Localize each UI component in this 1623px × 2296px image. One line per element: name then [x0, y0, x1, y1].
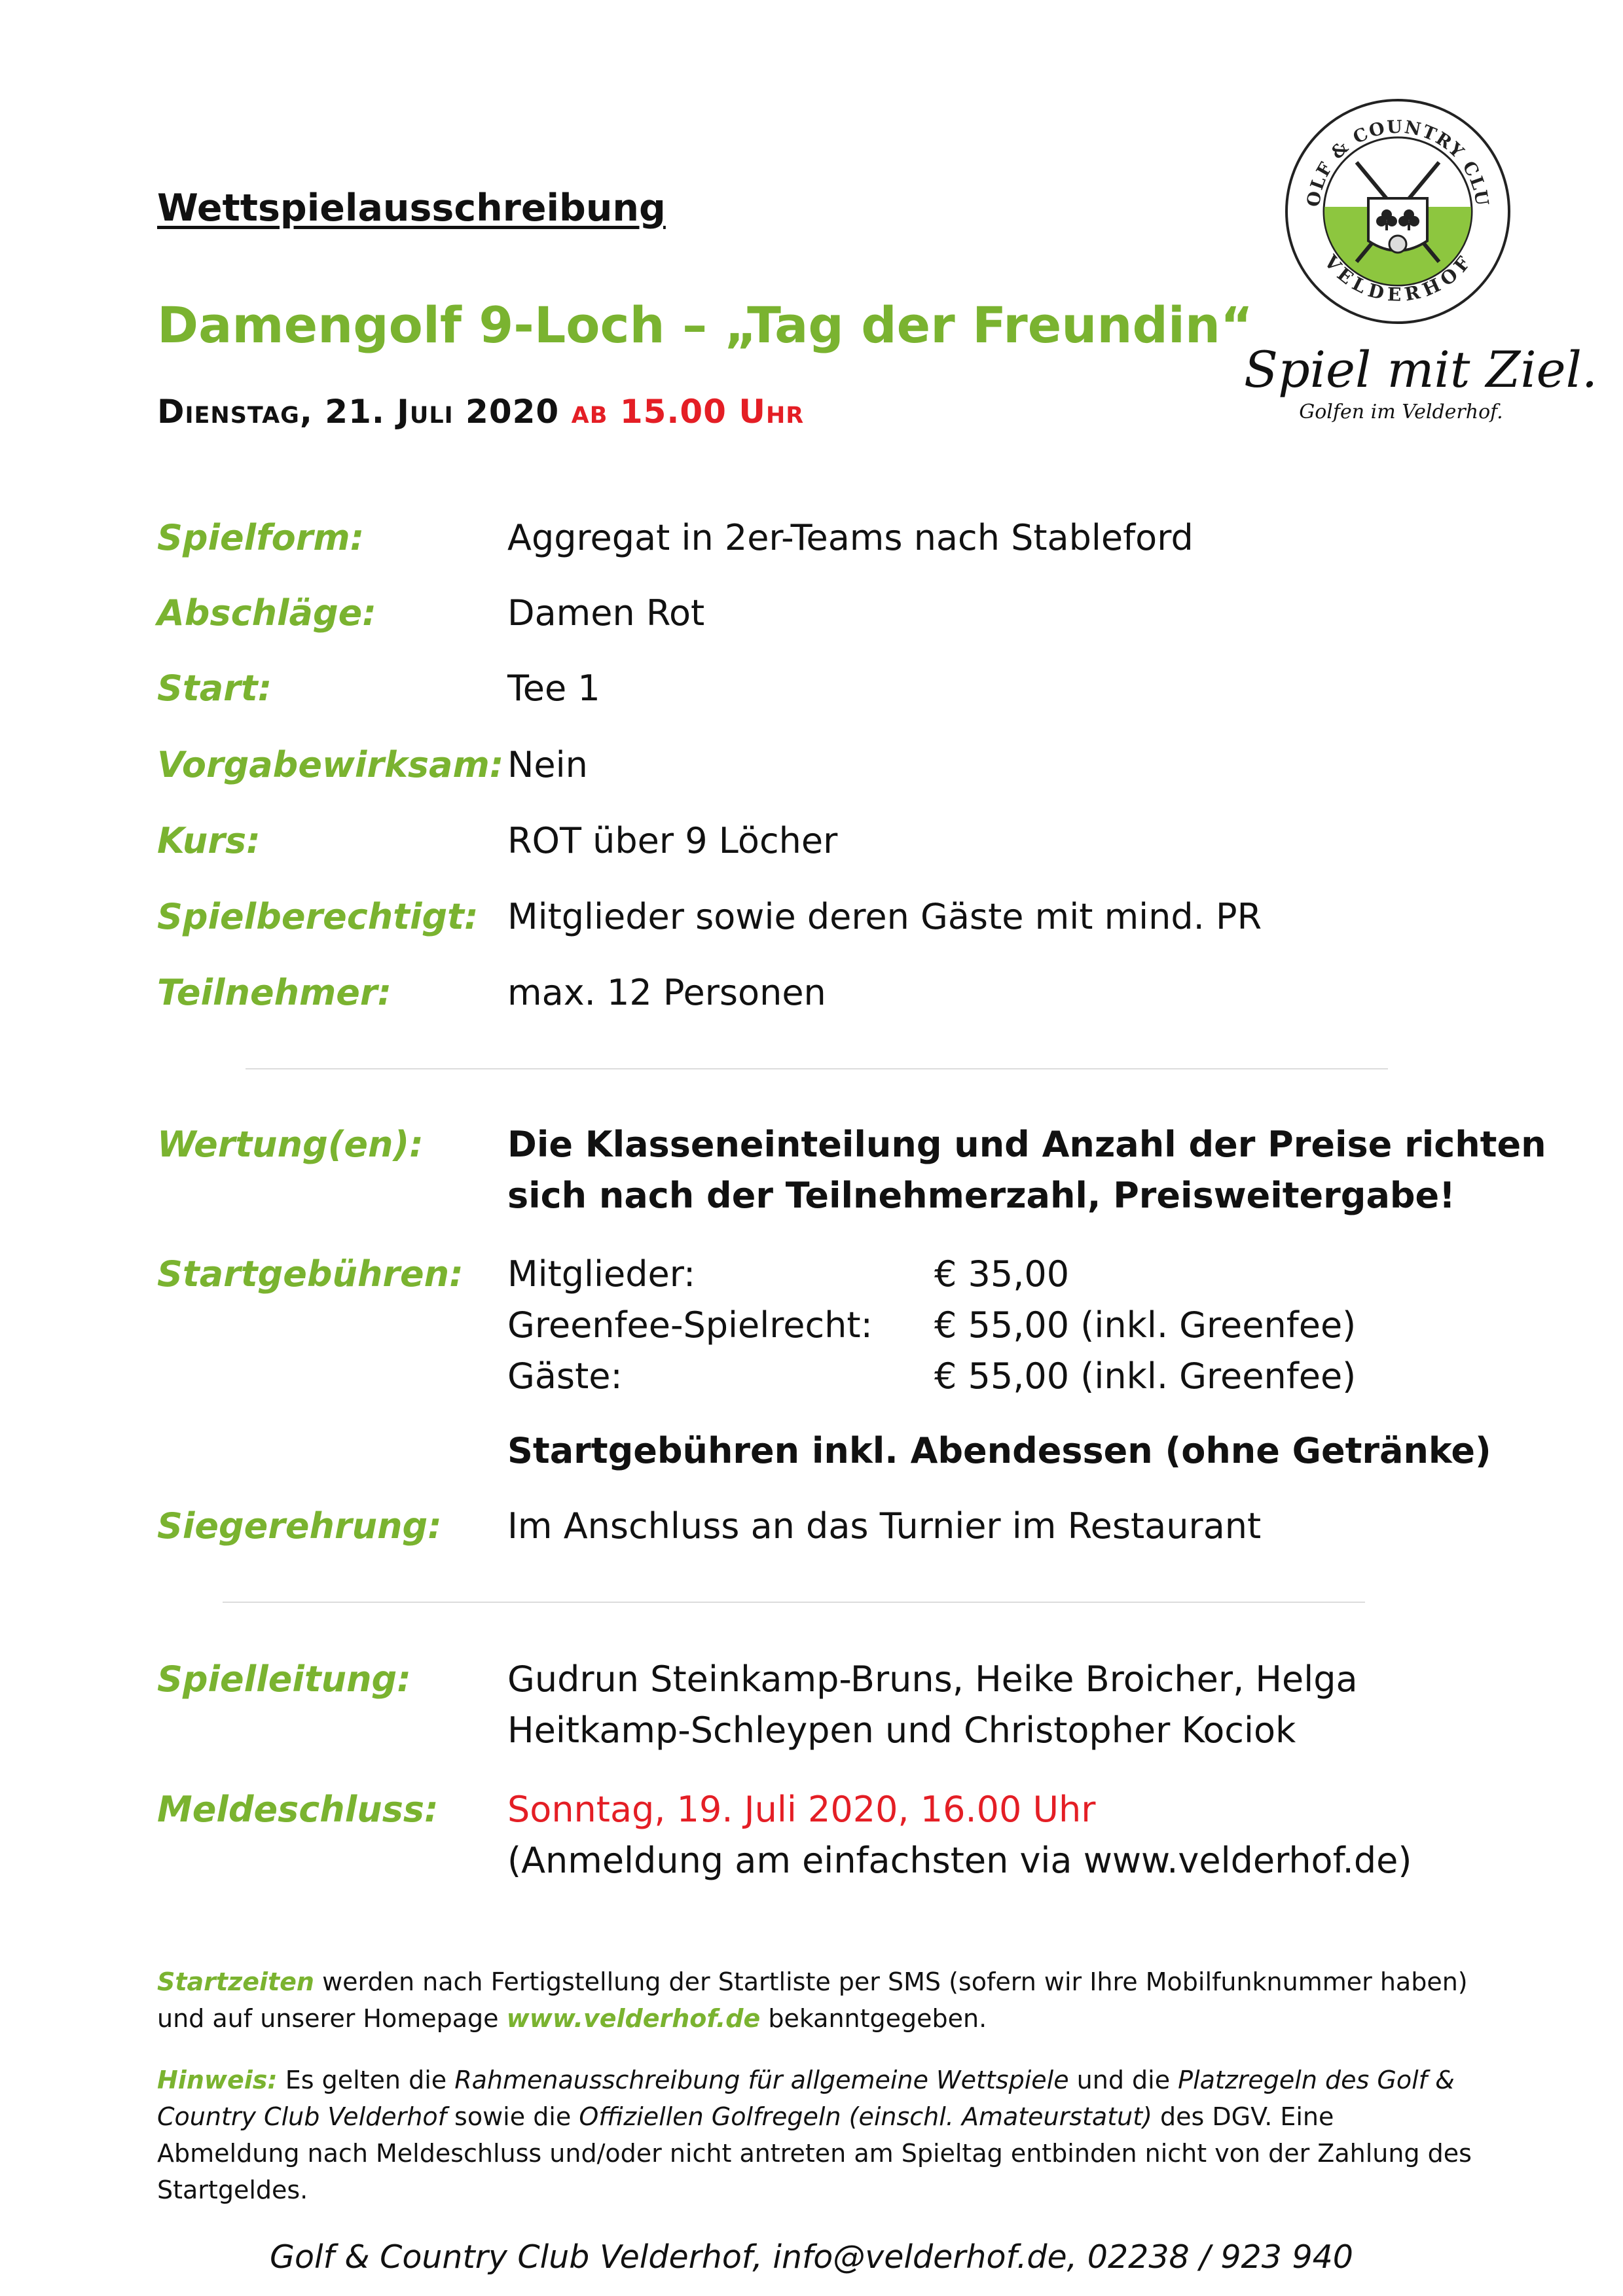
golf-club-crest-icon: [1283, 97, 1512, 326]
hinweis-ref-platzregeln: Platzregeln des Golf & Country Club Velderhof: [157, 2066, 1455, 2131]
hinweis-text-3: sowie die: [446, 2102, 579, 2131]
detail-label-teilnehmer: Teilnehmer:: [157, 972, 392, 1013]
fee-name-mitglieder: Mitglieder:: [507, 1253, 696, 1295]
logo-ring-top-text: OLF & COUNTRY CLU: [1303, 117, 1493, 209]
detail-value-kurs: ROT über 9 Löcher: [507, 820, 838, 861]
section-divider: [223, 1602, 1365, 1603]
fee-amount-greenfee: € 55,00 (inkl. Greenfee): [934, 1304, 1357, 1346]
logo-ring-bottom-text: VELDERHOF: [1319, 251, 1476, 306]
meldeschluss-note: (Anmeldung am einfachsten via www.velderhof.de): [507, 1840, 1412, 1881]
siegerehrung-label: Siegerehrung:: [157, 1505, 442, 1547]
wertung-label: Wertung(en):: [157, 1124, 424, 1165]
wertung-line-2: sich nach der Teilnehmerzahl, Preisweitergabe!: [507, 1175, 1455, 1216]
detail-value-spielberechtigt: Mitglieder sowie deren Gäste mit mind. PR: [507, 896, 1262, 937]
detail-value-vorgabewirksam: Nein: [507, 744, 588, 785]
startzeiten-lead: Startzeiten: [157, 1967, 314, 1996]
event-title: Damengolf 9-Loch – „Tag der Freundin“: [157, 296, 1253, 354]
detail-label-kurs: Kurs:: [157, 820, 261, 861]
spielleitung-line-2: Heitkamp-Schleypen und Christopher Kociok: [507, 1710, 1296, 1751]
hinweis-text-2: und die: [1068, 2066, 1178, 2094]
homepage-link[interactable]: www.velderhof.de: [506, 2004, 761, 2033]
hinweis-ref-rahmenausschreibung: Rahmenausschreibung für allgemeine Wettspiele: [454, 2066, 1069, 2094]
fee-amount-gaeste: € 55,00 (inkl. Greenfee): [934, 1355, 1357, 1397]
siegerehrung-value: Im Anschluss an das Turnier im Restaurant: [507, 1505, 1262, 1547]
startzeiten-paragraph: [157, 1964, 1480, 2037]
document-type-label: Wettspielausschreibung: [157, 187, 666, 230]
club-slogan: Spiel mit Ziel.: [1244, 340, 1598, 399]
detail-value-abschlaege: Damen Rot: [507, 592, 705, 634]
club-sub-slogan: Golfen im Velderhof.: [1299, 401, 1503, 423]
detail-label-vorgabewirksam: Vorgabewirksam:: [157, 744, 504, 785]
hinweis-text-4: des DGV. Eine Abmeldung nach Meldeschluss und/oder nicht antreten am Spieltag entbinden nicht von der Zahlung des Startgeldes.: [157, 2102, 1472, 2204]
fees-note: Startgebühren inkl. Abendessen (ohne Getränke): [507, 1430, 1491, 1471]
svg-text:GOLF & COUNTRY CLUB: [1283, 97, 1492, 208]
fees-label: Startgebühren:: [157, 1253, 464, 1295]
wertung-line-1: Die Klasseneinteilung und Anzahl der Preise richten: [507, 1124, 1546, 1165]
event-date-day: Dienstag, 21. Juli 2020: [157, 393, 560, 431]
spielleitung-label: Spielleitung:: [157, 1659, 411, 1700]
detail-label-start: Start:: [157, 668, 272, 709]
event-date: [157, 393, 804, 431]
footer-contact: Golf & Country Club Velderhof, info@velderhof.de, 02238 / 923 940: [270, 2238, 1353, 2276]
startzeiten-text-1: werden nach Fertigstellung der Startliste per SMS (sofern wir Ihre Mobilfunknummer haben) und auf unserer Homepage: [157, 1967, 1468, 2033]
hinweis-lead: Hinweis:: [157, 2066, 278, 2094]
hinweis-paragraph: [157, 2062, 1480, 2208]
section-divider: [246, 1068, 1388, 1069]
meldeschluss-label: Meldeschluss:: [157, 1789, 439, 1830]
detail-label-spielberechtigt: Spielberechtigt:: [157, 896, 479, 937]
hinweis-ref-golfregeln: Offiziellen Golfregeln (einschl. Amateurstatut): [579, 2102, 1152, 2131]
fee-amount-mitglieder: € 35,00: [934, 1253, 1070, 1295]
detail-label-abschlaege: Abschläge:: [157, 592, 376, 634]
fee-name-gaeste: Gäste:: [507, 1355, 623, 1397]
club-logo: [1283, 97, 1512, 326]
hinweis-text-1: Es gelten die: [277, 2066, 455, 2094]
event-start-time: ab 15.00 Uhr: [571, 393, 805, 431]
detail-value-start: Tee 1: [507, 668, 600, 709]
startzeiten-text-2: bekanntgegeben.: [760, 2004, 987, 2033]
detail-label-spielform: Spielform:: [157, 517, 365, 558]
detail-value-teilnehmer: max. 12 Personen: [507, 972, 826, 1013]
fee-name-greenfee: Greenfee-Spielrecht:: [507, 1304, 873, 1346]
detail-value-spielform: Aggregat in 2er-Teams nach Stableford: [507, 517, 1194, 558]
meldeschluss-deadline: Sonntag, 19. Juli 2020, 16.00 Uhr: [507, 1789, 1096, 1830]
spielleitung-line-1: Gudrun Steinkamp-Bruns, Heike Broicher, Helga: [507, 1659, 1358, 1700]
